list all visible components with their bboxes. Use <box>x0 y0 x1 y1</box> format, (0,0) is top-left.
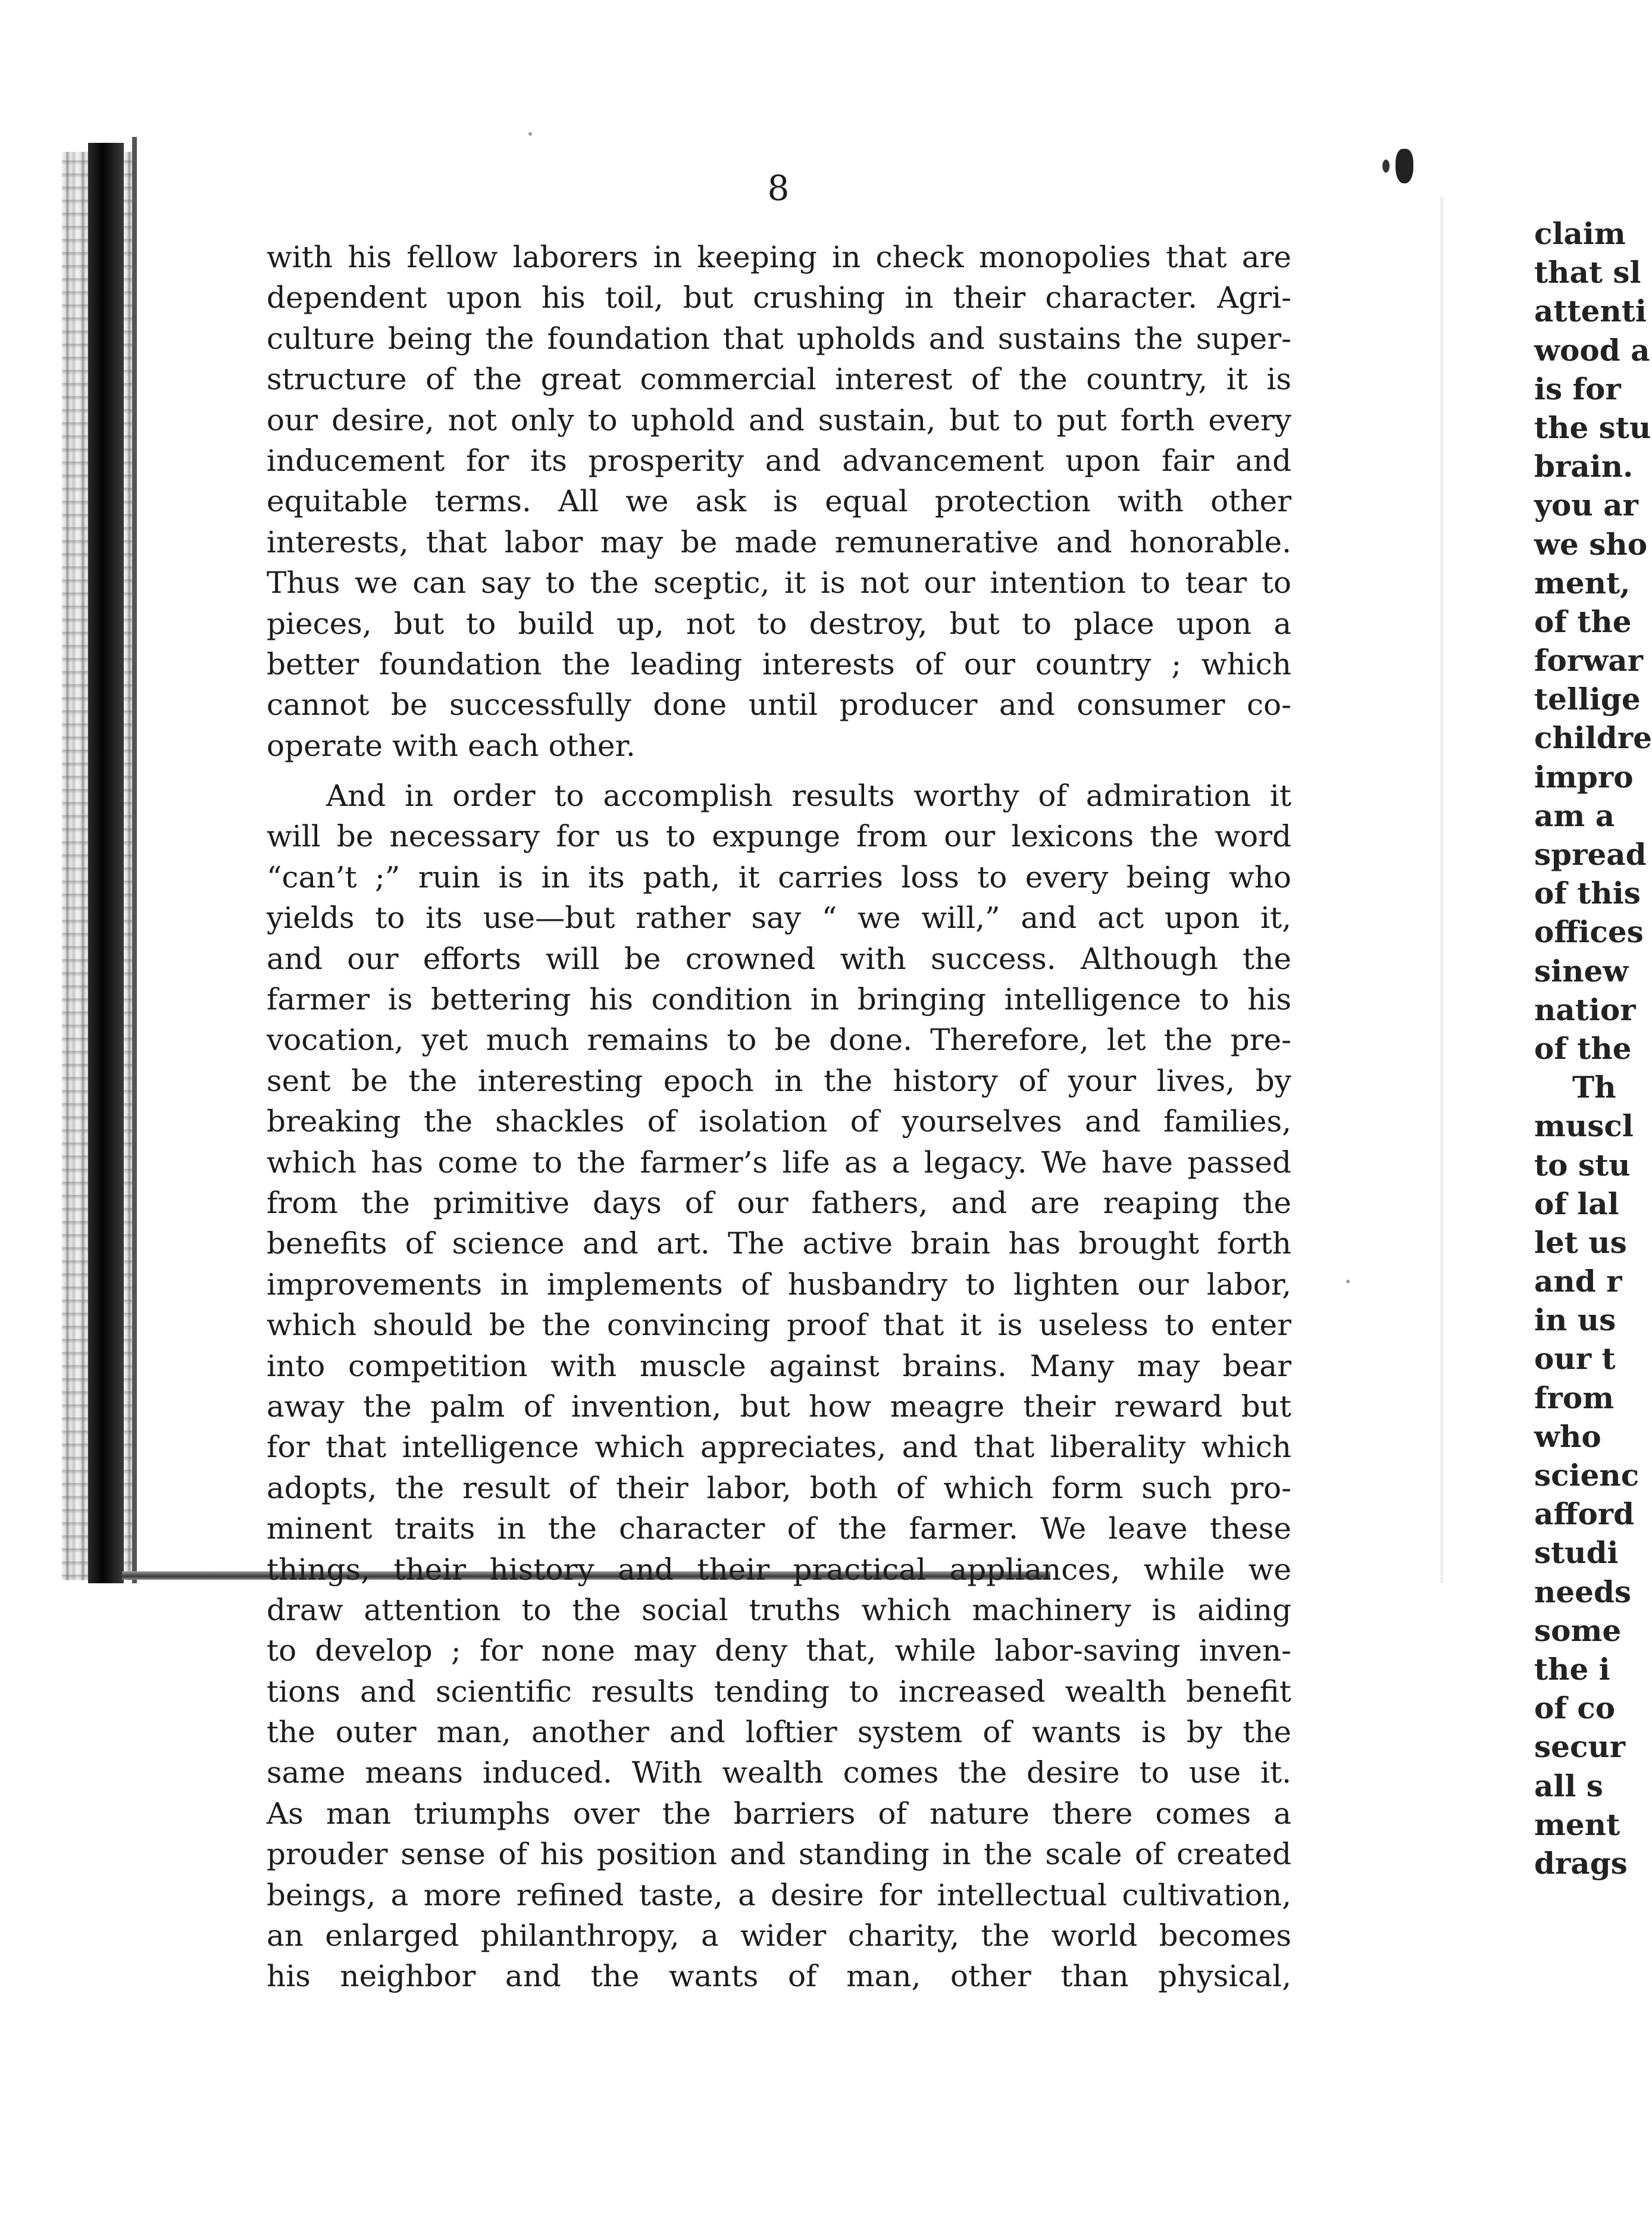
text-line: with his fellow laborers in keeping in check monopolies that are <box>267 240 1291 274</box>
text-line: inducement for its prosperity and advancement upon fair and <box>267 443 1291 478</box>
text-line: away the palm of invention, but how meagre their reward but <box>267 1389 1291 1424</box>
binding-shadow <box>88 143 124 1583</box>
text-line: vocation, yet much remains to be done. Therefore, let the pre- <box>267 1023 1291 1058</box>
text-line: dependent upon his toil, but crushing in their character. Agri- <box>267 280 1291 315</box>
fragment-line: wood a <box>1534 332 1650 368</box>
text-line: which has come to the farmer’s life as a legacy. We have passed <box>267 1145 1291 1180</box>
fragment-line: muscl <box>1534 1108 1634 1144</box>
text-line: into competition with muscle against brains. Many may bear <box>267 1348 1291 1383</box>
paragraph <box>267 237 1291 766</box>
text-line: pieces, but to build up, not to destroy, but to place upon a <box>267 606 1291 641</box>
ink-mark <box>1382 160 1390 173</box>
text-line: tions and scientific results tending to increased wealth benefit <box>267 1674 1291 1709</box>
text-line: same means induced. With wealth comes the desire to use it. <box>267 1755 1291 1790</box>
text-line: operate with each other. <box>267 728 636 763</box>
fragment-line: of this <box>1534 876 1641 911</box>
fragment-line: forwar <box>1534 643 1643 679</box>
text-line: benefits of science and art. The active brain has brought forth <box>267 1226 1291 1261</box>
fragment-line: attenti <box>1534 293 1647 329</box>
text-line: culture being the foundation that upholds and sustains the super- <box>267 321 1291 356</box>
text-line: “can’t ;” ruin is in its path, it carries loss to every being who <box>267 859 1291 895</box>
text-line: will be necessary for us to expunge from our lexicons the word <box>267 819 1291 854</box>
fragment-line: sinew <box>1534 953 1629 989</box>
fragment-line: is for <box>1534 371 1621 407</box>
text-line: sent be the interesting epoch in the history of your lives, by <box>267 1063 1291 1098</box>
fragment-line: that sl <box>1534 255 1641 290</box>
fragment-line: of the <box>1534 604 1632 639</box>
facing-page-fragment <box>1534 214 1652 1883</box>
dust-speck <box>528 132 532 136</box>
text-line: As man triumphs over the barriers of nature there comes a <box>267 1796 1291 1831</box>
fragment-line: from <box>1534 1380 1615 1415</box>
fragment-line: ment <box>1534 1806 1620 1842</box>
fragment-line: you ar <box>1534 487 1638 523</box>
ink-mark <box>1396 149 1413 183</box>
fragment-line: and r <box>1534 1264 1622 1299</box>
text-line: interests, that labor may be made remunerative and honorable. <box>267 524 1291 560</box>
text-line: an enlarged philanthropy, a wider charity, the world becomes <box>267 1918 1291 1953</box>
fragment-line: who <box>1534 1418 1601 1454</box>
fragment-line: all s <box>1534 1768 1603 1803</box>
text-line: prouder sense of his position and standing in the scale of created <box>267 1837 1291 1872</box>
text-line: structure of the great commercial interest of the country, it is <box>267 362 1291 397</box>
fragment-line: some <box>1534 1612 1622 1648</box>
fragment-line: spread <box>1534 837 1647 872</box>
text-line: his neighbor and the wants of man, other than physical, <box>267 1959 1291 1994</box>
text-line: to develop ; for none may deny that, while labor-saving inven- <box>267 1633 1291 1668</box>
fragment-line: ment, <box>1534 565 1631 601</box>
fragment-line: childre <box>1534 720 1652 756</box>
fragment-line: Th <box>1572 1070 1616 1105</box>
page-number: 8 <box>767 168 790 208</box>
text-line: and our efforts will be crowned with success. Although the <box>267 941 1291 976</box>
fragment-line: offices <box>1534 914 1644 950</box>
text-line: Thus we can say to the sceptic, it is not our intention to tear to <box>267 565 1291 601</box>
text-line: draw attention to the social truths which machinery is aiding <box>267 1592 1291 1627</box>
text-line: for that intelligence which appreciates, and that liberality which <box>267 1430 1291 1465</box>
fragment-line: needs <box>1534 1574 1632 1609</box>
fragment-line: am a <box>1534 798 1615 833</box>
text-line: cannot be successfully done until producer and consumer co- <box>267 687 1291 723</box>
fragment-line: claim <box>1534 216 1626 251</box>
fragment-line: our t <box>1534 1341 1616 1377</box>
fragment-line: scienc <box>1534 1458 1640 1493</box>
fragment-line: natior <box>1534 992 1636 1027</box>
fragment-line: the i <box>1534 1651 1610 1687</box>
text-line: the outer man, another and loftier system of wants is by the <box>267 1715 1291 1750</box>
fragment-line: studi <box>1534 1535 1619 1571</box>
text-line: from the primitive days of our fathers, and are reaping the <box>267 1185 1291 1220</box>
text-line: our desire, not only to uphold and sustain, but to put forth every <box>267 402 1291 437</box>
text-line: breaking the shackles of isolation of yourselves and families, <box>267 1104 1291 1139</box>
fragment-line: brain. <box>1534 449 1634 485</box>
fragment-line: of co <box>1534 1690 1616 1726</box>
page-edge-left <box>132 137 137 1583</box>
body-text <box>267 237 1291 1997</box>
text-line: which should be the convincing proof that it is useless to enter <box>267 1308 1291 1343</box>
text-line: And in order to accomplish results worthy of admiration it <box>326 779 1291 814</box>
text-line: yields to its use—but rather say “ we will,” and act upon it, <box>267 901 1291 936</box>
fragment-line: let us <box>1534 1224 1627 1260</box>
text-line: adopts, the result of their labor, both of which form such pro- <box>267 1470 1291 1505</box>
fragment-line: of lal <box>1534 1186 1619 1221</box>
text-line: equitable terms. All we ask is equal protection with other <box>267 484 1291 519</box>
fragment-line: tellige <box>1534 682 1641 717</box>
text-line: things, their history and their practical appliances, while we <box>267 1552 1291 1587</box>
fragment-line: to stu <box>1534 1147 1631 1183</box>
fragment-line: secur <box>1534 1729 1626 1765</box>
fragment-line: drags <box>1534 1845 1628 1881</box>
fragment-line: of the <box>1534 1030 1632 1066</box>
fragment-line: impro <box>1534 759 1634 795</box>
text-line: minent traits in the character of the farmer. We leave these <box>267 1511 1291 1546</box>
dust-speck <box>1346 1280 1350 1283</box>
fragment-line: afford <box>1534 1496 1635 1532</box>
fragment-line: in us <box>1534 1302 1616 1338</box>
text-line: farmer is bettering his condition in bringing intelligence to his <box>267 982 1291 1017</box>
text-line: beings, a more refined taste, a desire for intellectual cultivation, <box>267 1877 1291 1912</box>
spine-gap <box>1440 196 1444 1583</box>
paragraph <box>267 776 1291 1997</box>
fragment-line: we sho <box>1534 526 1648 562</box>
text-line: improvements in implements of husbandry to lighten our labor, <box>267 1267 1291 1302</box>
text-line: better foundation the leading interests of our country ; which <box>267 646 1291 682</box>
fragment-line: the stu <box>1534 410 1651 445</box>
